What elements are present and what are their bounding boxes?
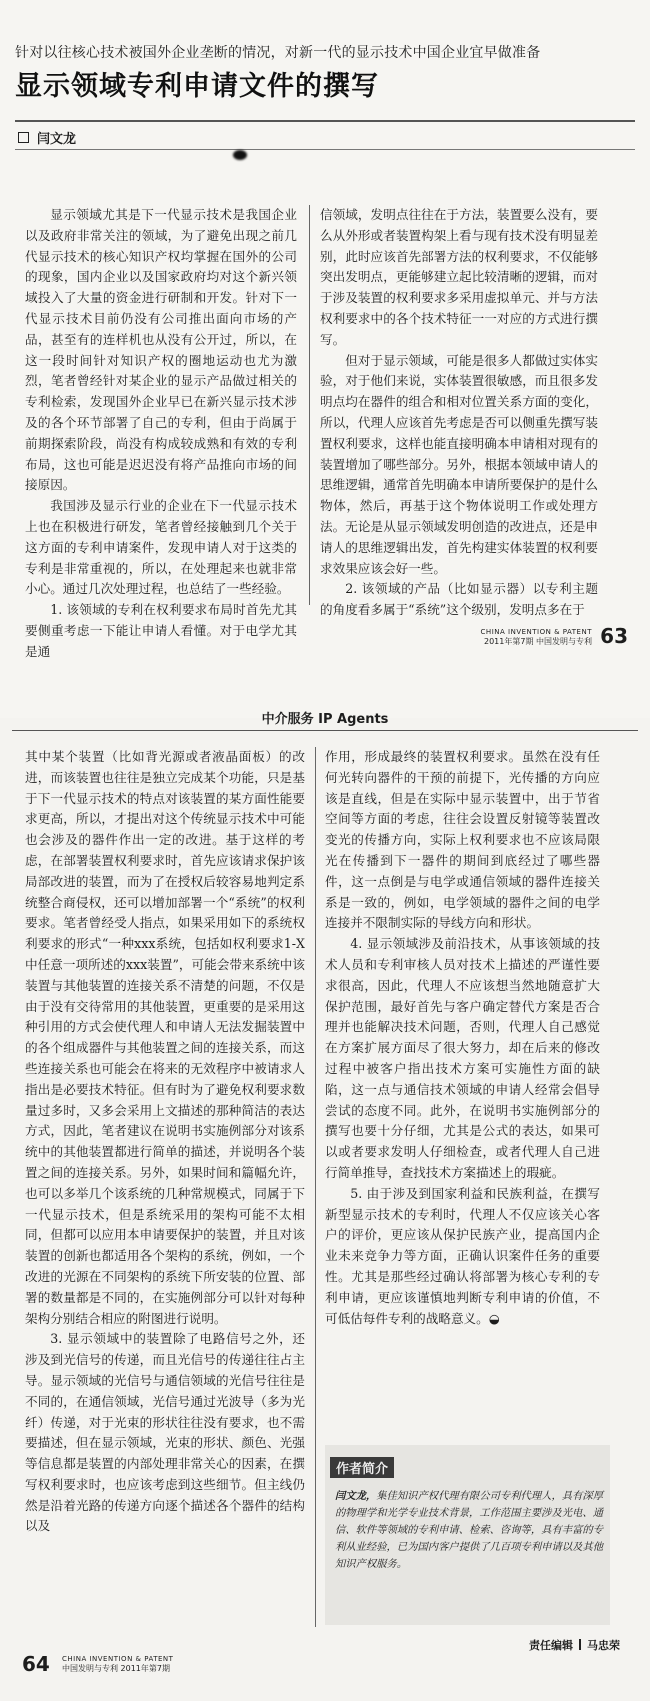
author-name: 闫文龙 <box>37 132 77 147</box>
column-divider <box>315 747 316 1627</box>
page64-footer <box>62 1655 173 1674</box>
paragraph: 其中某个装置（比如背光源或者液晶面板）的改进，而该装置也往往是独立完成某个功能，只是基于下一代显示技术的特点对该装置的某方面性能要求更高，所以，才提出对这个传统显示技术中可能也会涉及的器件作出一定的改进。基于这样的考虑，在部署装置权利要求时，首先应该请求保护该局部改进的装置，而为了在授权后较容易地判定系统整合商侵权，还可以增加部署一个“系统”的权利要求。笔者曾经受人指点，如果采用如下的系统权利要求的形式“一种xxx系统，包括如权利要求1-X中任意一项所述的xxx装置”，可能会带来系统中该装置与其他装置的连接关系不清楚的问题，不仅是由于没有交待常用的其他装置，更重要的是采用这种引用的方式会使代理人和申请人无法发掘装置中的各个组成器件与其他装置之间的连接关系，而这些连接关系也可能会在将来的无效程序中被请求人指出是必要技术特征。但有时为了避免权利要求数量过多时，又多会采用上文描述的那种简洁的表达方式，因此，笔者建议在说明书实施例部分对该系统中的其他装置都进行简单的描述，并说明各个装置之间的连接关系。另外，如果时间和篇幅允许，也可以多举几个该系统的几种常规模式，同属于下一代显示技术，但是系统采用的架构可能不太相同，但都可以应用本申请要保护的装置，并且对该装置的创新也都适用各个架构的系统，例如，一个改进的光源在不同架构的系统下所安装的位置、部署的数量都是不同的，在实施例部分可以针对每种架构分别结合相应的附图进行说明。 <box>25 749 305 1326</box>
article-title: 显示领域专利申请文件的撰写 <box>15 71 379 102</box>
bio-text <box>335 1488 603 1573</box>
paragraph: 2. 该领域的产品（比如显示器）以专利主题的角度看多属于“系统”这个级别，发明点多在于 <box>320 581 598 618</box>
bio-name: 闫文龙， <box>335 1490 377 1502</box>
page63-column-right <box>320 205 598 621</box>
page-number: 63 <box>600 624 628 648</box>
page-number: 64 <box>22 1652 50 1676</box>
page63-column-left <box>25 205 297 663</box>
square-bullet-icon <box>18 132 29 143</box>
paragraph: 显示领域尤其是下一代显示技术是我国企业以及政府非常关注的领域，为了避免出现之前几代显示技术的核心知识产权均掌握在国外的公司的现象，国内企业以及国家政府均对这个新兴领域投入了大量的资金进行研制和开发。针对下一代显示技术目前仍没有公司推出面向市场的产品，甚至有的连样机也从没有公开过，所以，在这一段时间针对知识产权的圈地运动也尤为激烈，笔者曾经针对某企业的显示产品做过相关的专利检索，发现国外企业早已在新兴显示技术涉及的各个环节部署了自己的专利，但由于尚属于前期探索阶段，尚没有构成较成熟和有效的专利布局，这也可能是迟迟没有将产品推向市场的间接原因。 <box>25 207 297 493</box>
page63-footer <box>481 628 592 647</box>
page64-column-right <box>325 747 600 1329</box>
paragraph: 信领域，发明点往往在于方法，装置要么没有，要么从外形或者装置构架上看与现有技术没有明显差别，此时应该首先部署方法的权利要求，不仅能够突出发明点，更能够建立起比较清晰的逻辑，而对于涉及装置的权利要求多采用虚拟单元、并与方法权利要求中的各个技术特征一一对应的方式进行撰写。 <box>320 207 598 347</box>
editor-separator <box>579 1639 581 1650</box>
editor-label: 责任编辑 <box>529 1639 573 1652</box>
bio-body: 集佳知识产权代理有限公司专利代理人，具有深厚的物理学和光学专业技术背景，工作范围主要涉及光电、通信、软件等领域的专利申请、检索、咨询等，具有丰富的专利从业经验，已为国内客户提供了几百项专利申请以及其他知识产权服务。 <box>335 1490 604 1570</box>
bio-heading: 作者简介 <box>330 1457 394 1478</box>
ink-blot <box>233 150 247 160</box>
title-rule <box>15 120 635 122</box>
paragraph: 但对于显示领域，可能是很多人都做过实体实验，对于他们来说，实体装置很敏感，而且很多发明点均在器件的组合和相对位置关系方面的变化，所以，代理人应该首先考虑是否可以侧重先撰写装置权利要求，这样也能直接明确本申请相对现有的装置增加了哪些部分。另外，根据本领域申请人的思维逻辑，通常首先明确本申请所要保护的是什么物体，然后，再基于这个物体说明工作或处理方法。无论是从显示领域发明创造的改进点，还是申请人的思维逻辑出发，首先构建实体装置的权利要求效果应该会好一些。 <box>320 352 598 576</box>
header-rule <box>12 730 638 731</box>
page-63 <box>0 0 650 718</box>
page64-column-left <box>25 747 305 1537</box>
article-kicker: 针对以往核心技术被国外企业垄断的情况，对新一代的显示技术中国企业宜早做准备 <box>15 45 541 61</box>
paragraph: 1. 该领域的专利在权利要求布局时首先尤其要侧重考虑一下能让申请人看懂。对于电学尤其是通 <box>25 602 297 659</box>
editor-name: 马忠荣 <box>587 1639 620 1652</box>
paragraph: 作用，形成最终的装置权利要求。虽然在没有任何光转向器件的干预的前提下，光传播的方向应该是直线，但是在实际中显示装置中，出于节省空间等方面的考虑，往往会设置反射镜等装置改变光的传播方向，实际上权利要求也不应该局限光在传播到下一器件的期间到底经过了哪些器件，这一点倒是与电学或通信领域的器件连接关系是一致的，例如，电学领域的器件之间的电学连接并不限制实际的导线方向和形状。 <box>325 749 600 931</box>
byline-rule <box>15 149 635 150</box>
paragraph: 我国涉及显示行业的企业在下一代显示技术上也在积极进行研发，笔者曾经接触到几个关于这方面的专利申请案件，发现申请人对于这类的专利是非常重视的，所以，在处理起来也就非常小心。通过几次处理过程，也总结了一些经验。 <box>25 498 297 597</box>
magazine-issue: 2011年第7期 中国发明与专利 <box>484 637 592 646</box>
magazine-issue: 中国发明与专利 2011年第7期 <box>62 1664 170 1673</box>
paragraph: 3. 显示领域中的装置除了电路信号之外，还涉及到光信号的传递，而且光信号的传递往往占主导。显示领域的光信号与通信领域的光信号往往是不同的，在通信领域，光信号通过光波导（多为光纤）传递，对于光束的形状往往没有要求，也不需要描述，但在显示领域，光束的形状、颜色、光强等信息都是装置的内部处理非常关心的因素，在撰写权利要求时，也应该考虑到这些细节。但主线仍然是沿着光路的传递方向逐个描述各个器件的结构以及 <box>25 1331 305 1534</box>
paragraph-text: 5. 由于涉及到国家利益和民族利益，在撰写新型显示技术的专利时，代理人不仅应该关心客户的评价，更应该从保护民族产业，提高国内企业未来竞争力等方面，正确认识案件任务的重要性。尤其是那些经过确认将部署为核心专利的专利申请，更应该谨慎地判断专利申请的价值，不可低估每件专利的战略意义。 <box>325 1185 600 1326</box>
paragraph: 4. 显示领域涉及前沿技术，从事该领域的技术人员和专利审核人员对技术上描述的严谨性要求很高，因此，代理人不应该想当然地随意扩大保护范围，最好首先与客户确定替代方案是否合理并也能解决技术问题，否则，代理人自己感觉在方案扩展方面尽了很大努力，却在后来的修改过程中被客户指出技术方案可实施性方面的缺陷，这一点与通信技术领域的申请人经常会倡导尝试的态度不同。此外，在说明书实施例部分的撰写也要十分仔细，尤其是公式的表达，如果可以或者要求发明人仔细检查，或者代理人自己进行简单推导，查找技术方案描述上的瑕疵。 <box>325 936 600 1180</box>
magazine-name-en: CHINA INVENTION & PATENT <box>62 1655 174 1663</box>
column-divider <box>309 205 310 605</box>
end-mark-icon: ◒ <box>488 1310 500 1326</box>
section-header: 中介服务 IP Agents <box>261 712 389 727</box>
magazine-name-en: CHINA INVENTION & PATENT <box>480 628 592 636</box>
paragraph <box>325 1184 600 1330</box>
author-byline <box>18 128 76 147</box>
editor-credit <box>529 1637 620 1653</box>
